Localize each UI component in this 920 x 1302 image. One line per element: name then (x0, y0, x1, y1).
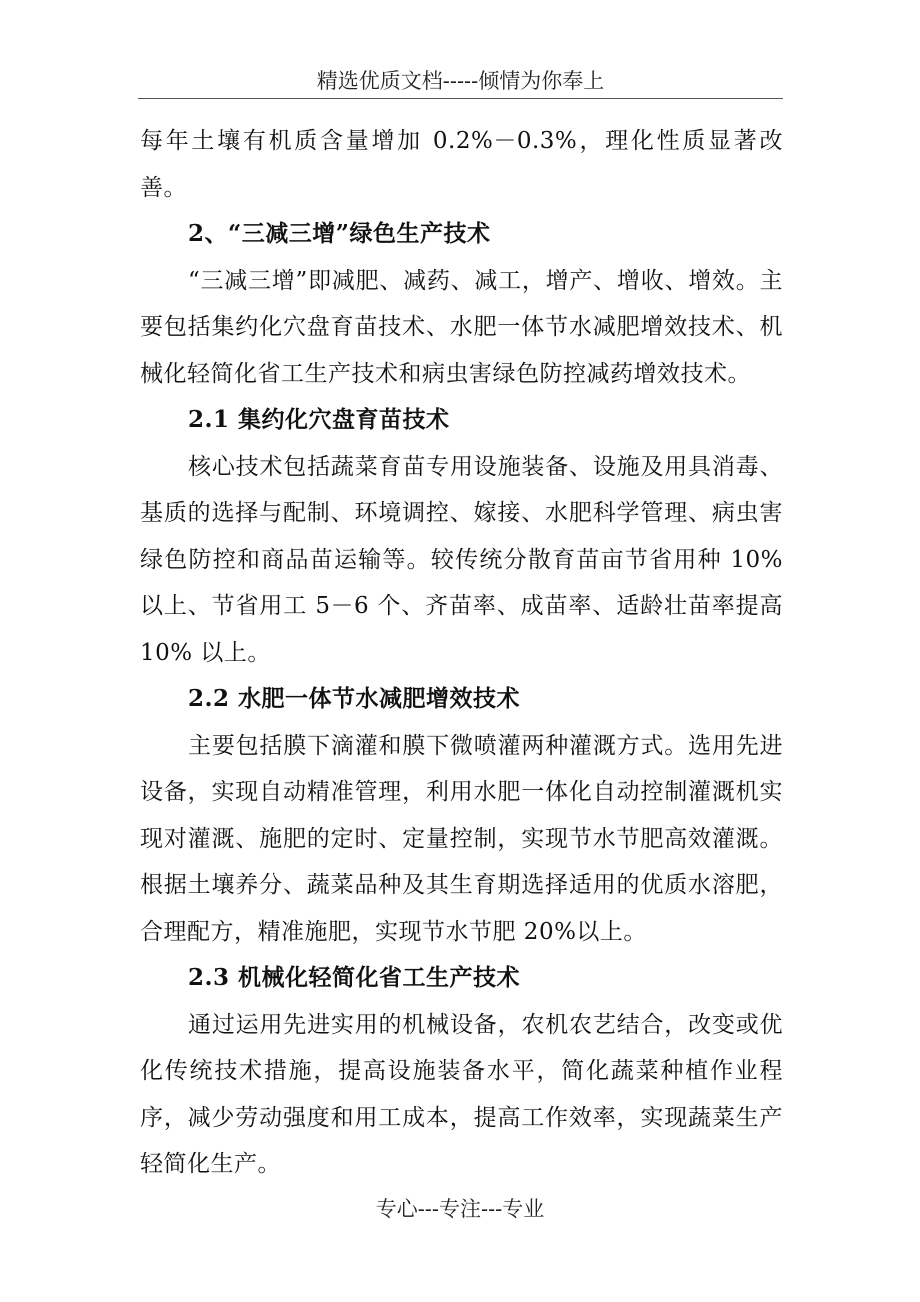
page-footer: 专心---专注---专业 (375, 1197, 545, 1221)
paragraph-seedling-technique: 核心技术包括蔬菜育苗专用设施装备、设施及用具消毒、基质的选择与配制、环境调控、嫁接、水肥科学管理、病虫害绿色防控和商品苗运输等。较传统分散育苗亩节省用种 10%以上、节省用工 5－6 个、齐苗率、成苗率、适龄壮苗率提高 10% 以上。 (140, 453, 783, 666)
paragraph-mechanization-technique: 通过运用先进实用的机械设备，农机农艺结合，改变或优化传统技术措施，提高设施装备水平，简化蔬菜种植作业程序，减少劳动强度和用工成本，提高工作效率，实现蔬菜生产轻简化生产。 (140, 1011, 783, 1177)
page-header: 精选优质文档-----倾情为你奉上 (316, 69, 605, 93)
paragraph-water-fertilizer-technique: 主要包括膜下滴灌和膜下微喷灌两种灌溉方式。选用先进设备，实现自动精准管理，利用水肥一体化自动控制灌溉机实现对灌溉、施肥的定时、定量控制，实现节水节肥高效灌溉。根据土壤养分、蔬菜品种及其生育期选择适用的优质水溶肥，合理配方，精准施肥，实现节水节肥 20%以上。 (140, 732, 783, 945)
section-heading-2-1: 2.1 集约化穴盘育苗技术 (188, 406, 450, 433)
paragraph-three-reduce-three-increase: “三减三增”即减肥、减药、减工，增产、增收、增效。主要包括集约化穴盘育苗技术、水肥一体节水减肥增效技术、机械化轻简化省工生产技术和病虫害绿色防控减药增效技术。 (140, 267, 783, 387)
section-heading-2-3: 2.3 机械化轻简化省工生产技术 (188, 964, 521, 991)
document-body (140, 118, 783, 1188)
section-heading-2-2: 2.2 水肥一体节水减肥增效技术 (188, 685, 521, 712)
paragraph-continuation: 每年土壤有机质含量增加 0.2%－0.3%，理化性质显著改善。 (140, 128, 783, 201)
header-rule (138, 98, 783, 99)
section-heading-2: 2、“三减三增”绿色生产技术 (188, 220, 491, 247)
